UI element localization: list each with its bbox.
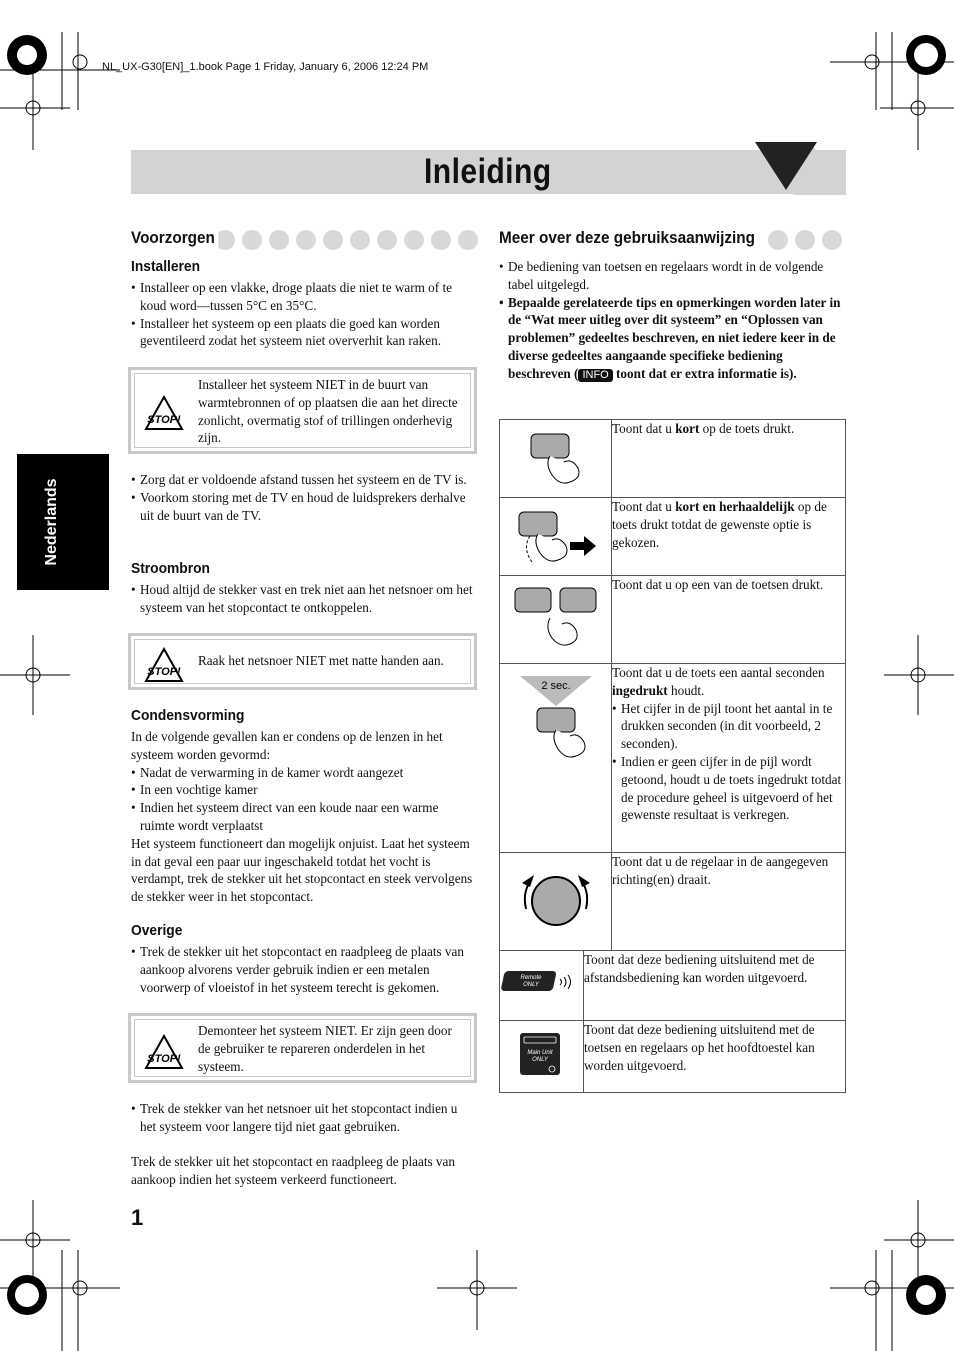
row1-text: Toont dat u kort op de toets drukt.	[612, 420, 846, 498]
condensvorming-outro: Het systeem functioneert dan mogelijk onjuist. Laat het systeem in dat geval een paar uur ingeschakeld totdat het vocht is verdampt, trek de stekker uit het stopcontact en steek vervolgens de stekker weer in het stopcontact.	[131, 835, 473, 905]
svg-text:Remote: Remote	[520, 975, 542, 981]
heading-stroombron: Stroombron	[131, 560, 210, 577]
list-item: • Nadat de verwarming in de kamer wordt aangezet	[131, 764, 476, 782]
svg-text:STOP!: STOP!	[147, 1053, 181, 1065]
warning-box-stroombron	[128, 633, 477, 690]
warning-box-overige	[128, 1013, 477, 1083]
condensvorming-intro: In de volgende gevallen kan er condens op de lenzen in het systeem worden gevormd:	[131, 729, 443, 762]
overige-list	[131, 943, 476, 996]
table-row	[500, 951, 846, 1021]
stroombron-list	[131, 581, 476, 617]
remote-only-text: Toont dat deze bediening uitsluitend met de afstandsbediening kan worden uitgevoerd.	[584, 951, 846, 1021]
warning-text: Raak het netsnoer NIET met natte handen aan.	[198, 653, 444, 668]
list-item: • Installeer op een vlakke, droge plaats die niet te warm of te koud word—tussen 5°C en 35°C.	[131, 279, 476, 315]
meer-over-intro	[499, 258, 845, 383]
press-button-icon	[500, 420, 611, 492]
stop-hand-icon	[144, 395, 184, 431]
table-row	[500, 1021, 846, 1093]
section-title-meer-over: Meer over deze gebruiksaanwijzing	[499, 228, 759, 248]
press-repeatedly-icon	[500, 498, 611, 570]
table-row	[500, 576, 846, 664]
only-table	[499, 950, 846, 1093]
installeren-list-2	[131, 471, 476, 524]
list-item: • Indien er geen cijfer in de pijl wordt getoond, houdt u de toets ingedrukt totdat de procedure geheel is uitgevoerd of het gewenste resultaat is verkregen.	[612, 753, 845, 824]
stop-hand-icon	[144, 647, 184, 683]
bullet2-text-b: toont dat er extra informatie is).	[612, 365, 797, 381]
svg-text:STOP!: STOP!	[147, 414, 181, 426]
row4-text: Toont dat u de toets een aantal seconden ingedrukt houdt. • Het cijfer in de pijl toont het aantal in te drukken seconden (in dit voorbeeld, 2 seconden). • Indien er geen cijfer in de pijl wordt getoond, houdt u de toets ingedrukt totdat de procedure geheel is uitgevoerd of het gewenste resultaat is verkregen.	[612, 664, 846, 853]
warning-text: Installeer het systeem NIET in de buurt van warmtebronnen of op plaatsen die aan het directe zonlicht, overmatig stof of trillingen onderhevig zijn.	[198, 377, 458, 446]
svg-text:ONLY: ONLY	[532, 1057, 548, 1063]
section-title-voorzorgen: Voorzorgen	[131, 228, 218, 248]
list-item: • Trek de stekker van het netsnoer uit het stopcontact indien u het systeem voor langere tijd niet gaat gebruiken.	[131, 1100, 476, 1136]
list-item: • Indien het systeem direct van een koude naar een warme ruimte wordt verplaatst	[131, 799, 476, 835]
svg-text:Main Unit: Main Unit	[527, 1050, 553, 1056]
warning-text: Demonteer het systeem NIET. Er zijn geen door de gebruiker te repareren onderdelen in het systeem.	[198, 1023, 452, 1074]
page-title: Inleiding	[424, 152, 552, 191]
book-info-line: NL_UX-G30[EN]_1.book Page 1 Friday, January 6, 2006 12:24 PM	[102, 61, 429, 73]
language-tab	[17, 454, 109, 590]
row3-text: Toont dat u op een van de toetsen drukt.	[612, 576, 846, 664]
remote-only-icon	[500, 951, 583, 1015]
svg-text:STOP!: STOP!	[147, 666, 181, 678]
list-item: • Trek de stekker uit het stopcontact en raadpleeg de plaats van aankoop alvorens verder gebruik indien er een metalen voorwerp of vloeistof in het systeem terecht is gekomen.	[131, 943, 476, 996]
list-item: • Voorkom storing met de TV en houd de luidsprekers derhalve uit de buurt van de TV.	[131, 489, 476, 525]
bullet2-text-a: Bepaalde gerelateerde tips en opmerkingen worden later in de “Wat meer uitleg over dit systeem” en “Oplossen van problemen” gedeeltes beschreven, en niet iedere keer in de diverse gedeeltes aangaande specifieke bediening beschreven (	[508, 294, 841, 381]
page-number: 1	[131, 1205, 144, 1230]
row2-text: Toont dat u kort en herhaaldelijk op de toets drukt totdat de gewenste optie is gekozen.	[612, 498, 846, 576]
heading-condensvorming: Condensvorming	[131, 707, 245, 724]
title-triangle-icon	[755, 142, 847, 195]
heading-overige: Overige	[131, 922, 183, 939]
heading-installeren: Installeren	[131, 258, 201, 275]
table-row	[500, 664, 846, 853]
condensvorming-list	[131, 764, 476, 835]
info-icon: INFO	[578, 369, 612, 382]
list-item: • Installeer het systeem op een plaats die goed kan worden geventileerd zodat het systeem niet oververhit kan raken.	[131, 315, 476, 351]
list-item: • Houd altijd de stekker vast en trek niet aan het netsnoer om het systeem van het stopcontact te ontkoppelen.	[131, 581, 476, 617]
list-item: • Het cijfer in de pijl toont het aantal in te drukken seconden (in dit voorbeeld, 2 seconden).	[612, 700, 845, 753]
list-item: • In een vochtige kamer	[131, 781, 476, 799]
table-row	[500, 498, 846, 576]
table-row	[500, 853, 846, 951]
meer-over-header	[499, 230, 845, 252]
condensvorming-block	[131, 728, 476, 906]
hold-button-icon	[500, 664, 611, 774]
row5-text: Toont dat u de regelaar in de aangegeven richting(en) draait.	[612, 853, 846, 951]
overige-outro: Trek de stekker uit het stopcontact en raadpleeg de plaats van aankoop indien het systeem verkeerd functioneert.	[131, 1154, 455, 1187]
press-one-of-buttons-icon	[500, 576, 611, 658]
list-item	[499, 294, 845, 383]
svg-text:ONLY: ONLY	[523, 982, 539, 988]
main-unit-only-text: Toont dat deze bediening uitsluitend met de toetsen en regelaars op het hoofdtoestel kan worden uitgevoerd.	[584, 1021, 846, 1093]
svg-text:2 sec.: 2 sec.	[541, 680, 571, 692]
main-unit-only-icon	[500, 1021, 583, 1087]
list-item: • De bediening van toetsen en regelaars wordt in de volgende tabel uitgelegd.	[499, 258, 845, 294]
warning-box-installeren	[128, 367, 477, 454]
table-row	[500, 420, 846, 498]
stop-hand-icon	[144, 1034, 184, 1070]
installeren-list	[131, 279, 476, 350]
voorzorgen-header	[131, 230, 476, 252]
operations-table	[499, 419, 846, 951]
rotate-knob-icon	[500, 853, 611, 945]
overige-list-2	[131, 1100, 476, 1136]
language-tab-label: Nederlands	[43, 478, 60, 566]
list-item: • Zorg dat er voldoende afstand tussen het systeem en de TV is.	[131, 471, 476, 489]
